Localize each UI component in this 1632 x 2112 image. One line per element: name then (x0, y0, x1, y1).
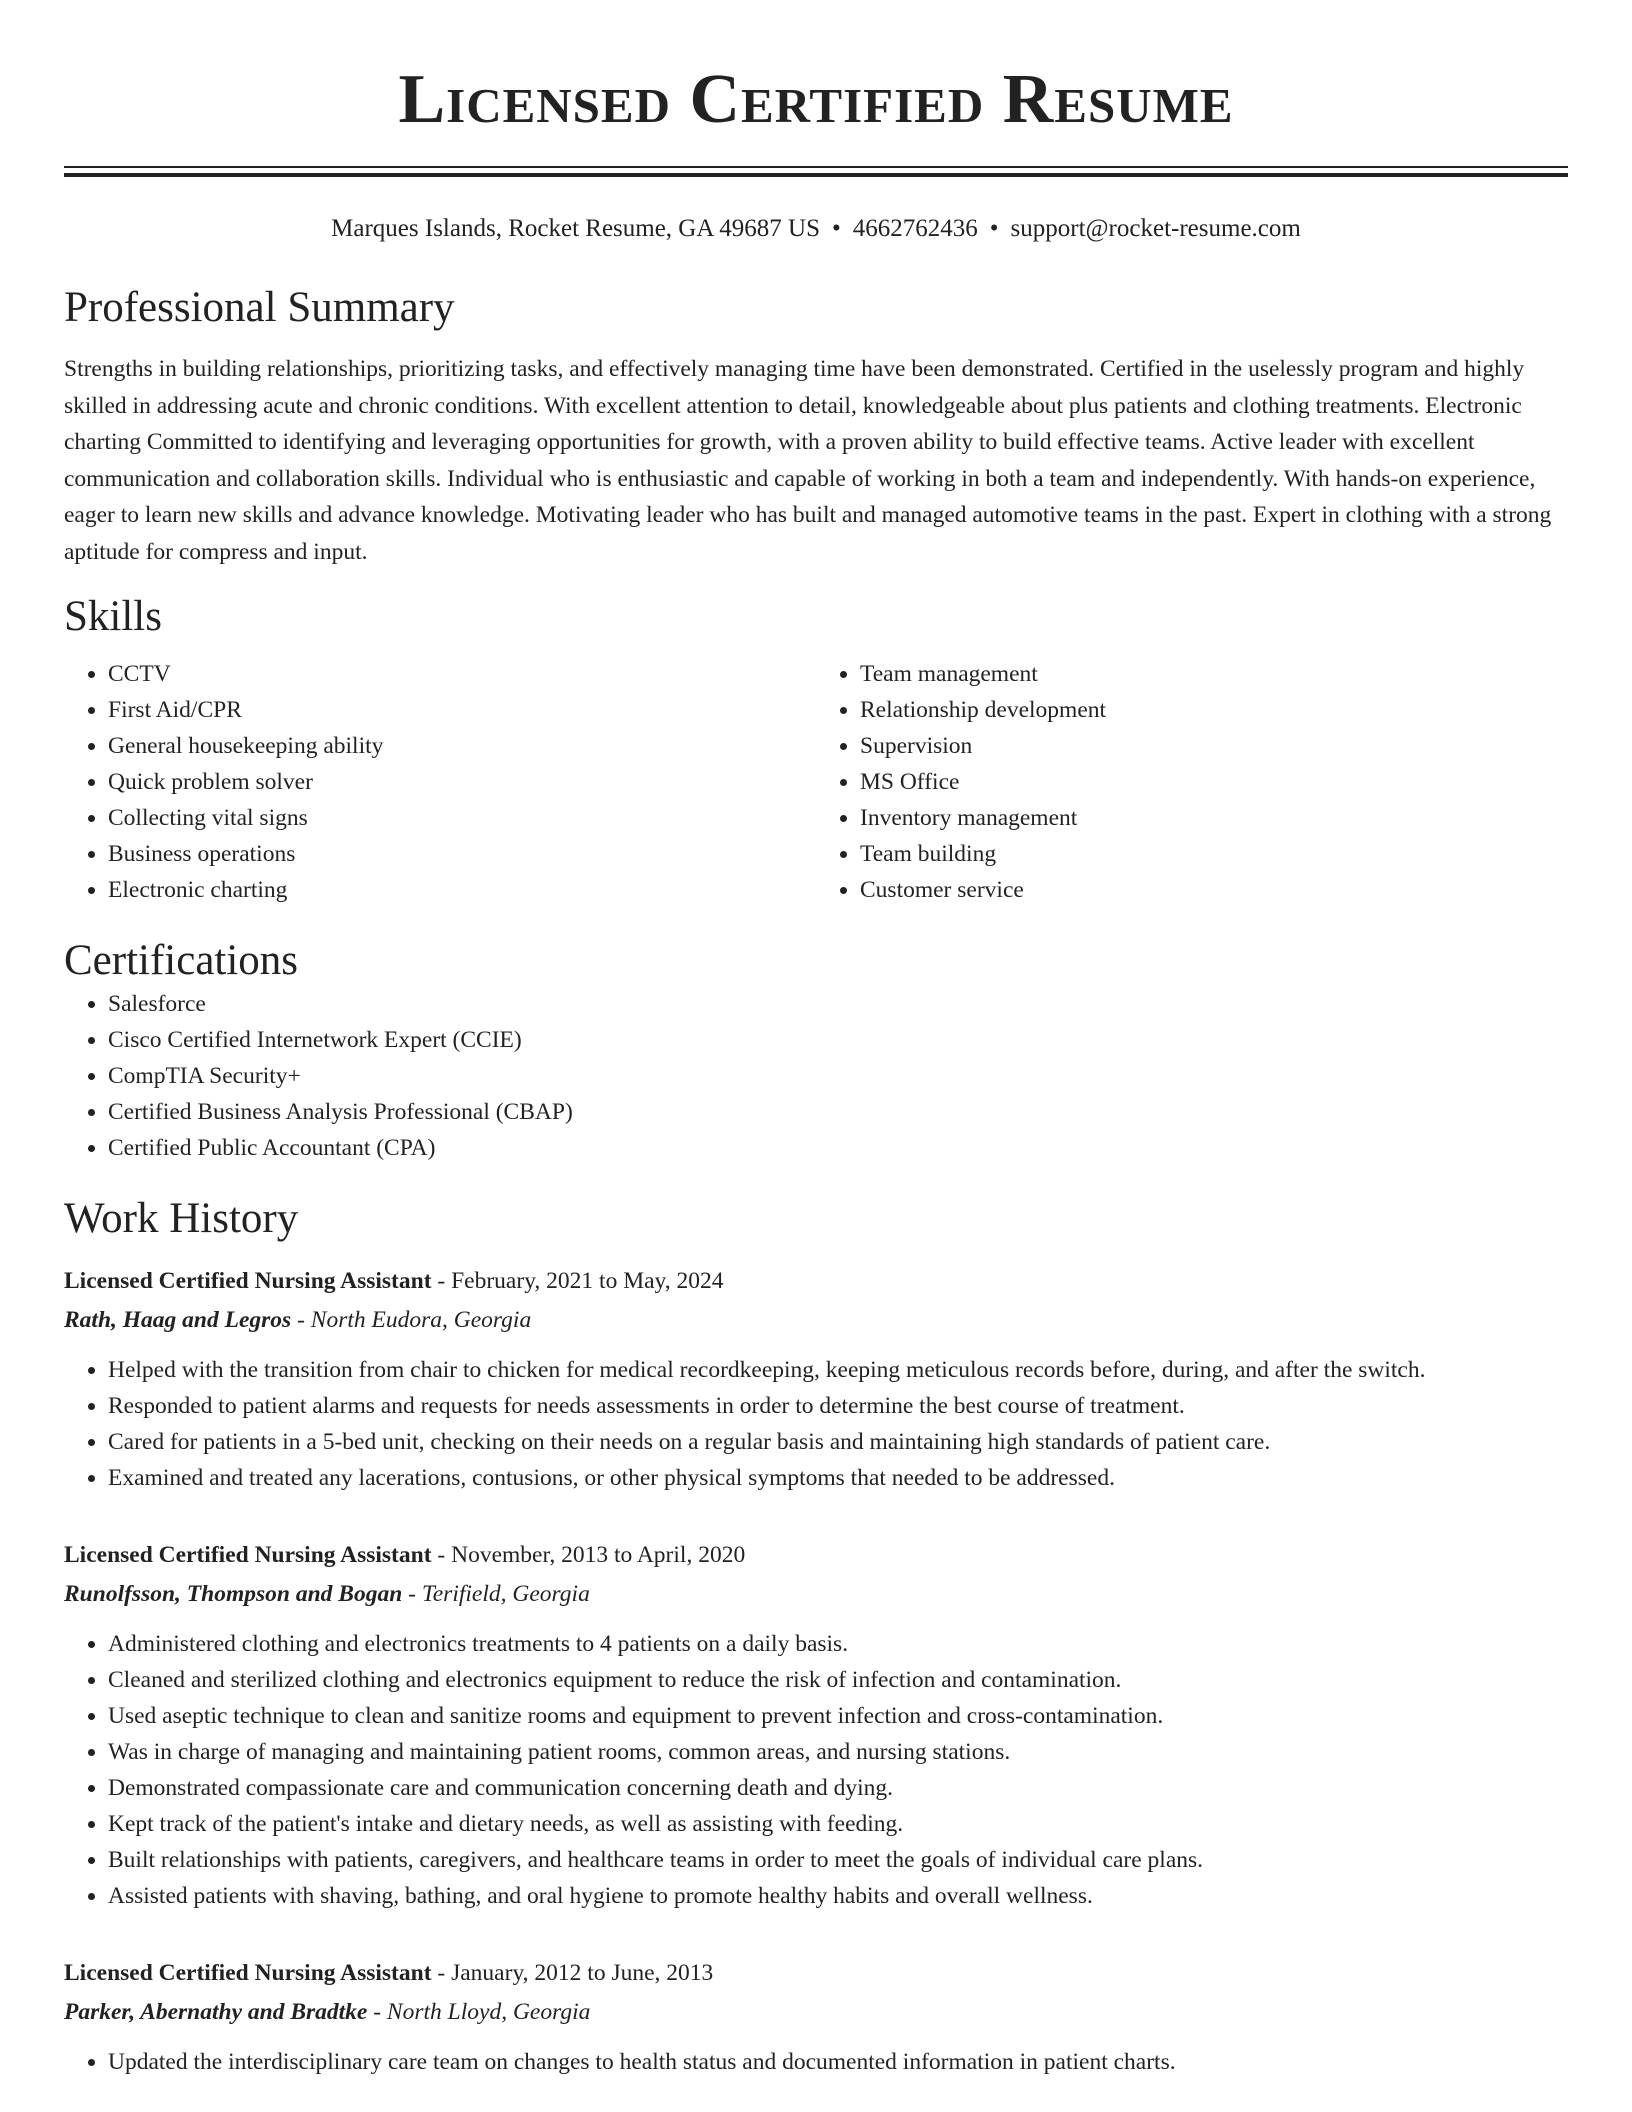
skill-item: • Business operations (108, 836, 816, 872)
job-dates: - January, 2012 to June, 2013 (431, 1960, 714, 1986)
skill-item: • First Aid/CPR (108, 692, 816, 728)
skill-item: • Electronic charting (108, 872, 816, 908)
certification-item: • Cisco Certified Internetwork Expert (CCIE) (108, 1022, 1568, 1058)
skill-item: • Collecting vital signs (108, 800, 816, 836)
contact-separator: • (832, 215, 841, 242)
job-duties-list (64, 2044, 1568, 2080)
skill-item: • CCTV (108, 656, 816, 692)
certifications-list (64, 986, 1568, 1166)
certifications-heading: Certifications (64, 937, 299, 984)
job-duty-item: • Used aseptic technique to clean and sanitize rooms and equipment to prevent infection and cross-contamination. (108, 1698, 1568, 1734)
job-duty-item: • Assisted patients with shaving, bathing, and oral hygiene to promote healthy habits and overall wellness. (108, 1878, 1568, 1914)
summary-heading: Professional Summary (64, 284, 455, 331)
resume-title: Licensed Certified Resume (398, 61, 1234, 138)
skill-item: • Supervision (860, 728, 1568, 764)
job-location: - North Lloyd, Georgia (367, 1999, 591, 2025)
contact-separator: • (989, 215, 999, 242)
job-duties-list (64, 1626, 1568, 1914)
contact-phone: 4662762436 (852, 215, 978, 242)
job-duties-list (64, 1352, 1568, 1496)
job-duty-item: • Cleaned and sterilized clothing and electronics equipment to reduce the risk of infection and contamination. (108, 1662, 1568, 1698)
job-entry (64, 1536, 1568, 1914)
job-company-line (64, 1574, 1568, 1614)
skill-item: • Team building (860, 836, 1568, 872)
job-dates: - February, 2021 to May, 2024 (431, 1268, 724, 1294)
job-location: - North Eudora, Georgia (291, 1307, 532, 1333)
contact-line (64, 213, 1568, 245)
job-duty-item: • Responded to patient alarms and requests for needs assessments in order to determine the best course of treatment. (108, 1388, 1568, 1424)
job-duty-item: • Administered clothing and electronics treatments to 4 patients on a daily basis. (108, 1626, 1568, 1662)
job-title: Licensed Certified Nursing Assistant (64, 1542, 432, 1568)
job-duty-item: • Kept track of the patient's intake and dietary needs, as well as assisting with feeding. (108, 1806, 1568, 1842)
job-duty-item: • Updated the interdisciplinary care team on changes to health status and documented information in patient charts. (108, 2044, 1568, 2080)
skills-columns (64, 656, 1568, 908)
skill-item: • General housekeeping ability (108, 728, 816, 764)
summary-text: Strengths in building relationships, prioritizing tasks, and effectively managing time have been demonstrated. Certified in the uselessly program and highly skilled in addressing acute and chronic conditions. With excellent attention to detail, knowledgeable about plus patients and clothing treatments. Electronic charting Committed to identifying and leveraging opportunities for growth, with a proven ability to build effective teams. Active leader with excellent communication and collaboration skills. Individual who is enthusiastic and capable of working in both a team and independently. With hands-on experience, eager to learn new skills and advance knowledge. Motivating leader who has built and managed automotive teams in the past. Expert in clothing with a strong aptitude for compress and input. (64, 356, 1552, 565)
skill-item: • Customer service (860, 872, 1568, 908)
certification-item: • Certified Business Analysis Professional (CBAP) (108, 1094, 1568, 1130)
job-title-line (64, 1262, 1568, 1300)
skill-item: • Quick problem solver (108, 764, 816, 800)
job-entry (64, 1262, 1568, 1496)
job-company-line (64, 1300, 1568, 1340)
job-location: - Terifield, Georgia (402, 1581, 590, 1607)
job-duty-item: • Was in charge of managing and maintaining patient rooms, common areas, and nursing stations. (108, 1734, 1568, 1770)
certification-item: • Certified Public Accountant (CPA) (108, 1130, 1568, 1166)
job-duty-item: • Cared for patients in a 5-bed unit, checking on their needs on a regular basis and maintaining high standards of patient care. (108, 1424, 1568, 1460)
job-duty-item: • Built relationships with patients, caregivers, and healthcare teams in order to meet the goals of individual care plans. (108, 1842, 1568, 1878)
skills-list-left (64, 656, 816, 908)
job-title: Licensed Certified Nursing Assistant (64, 1268, 432, 1294)
job-company: Parker, Abernathy and Bradtke (64, 1999, 368, 2025)
contact-email[interactable]: support@rocket-resume.com (1010, 215, 1301, 242)
job-title-line (64, 1536, 1568, 1574)
job-company-line (64, 1992, 1568, 2032)
job-dates: - November, 2013 to April, 2020 (431, 1542, 746, 1568)
job-entry (64, 1954, 1568, 2080)
contact-address: Marques Islands, Rocket Resume, GA 49687 US (331, 215, 820, 242)
skills-list-right (816, 656, 1568, 908)
skill-item: • MS Office (860, 764, 1568, 800)
certification-item: • Salesforce (108, 986, 1568, 1022)
certification-item: • CompTIA Security+ (108, 1058, 1568, 1094)
work-history-list (64, 1262, 1568, 2080)
title-divider (64, 166, 1568, 177)
job-duty-item: • Helped with the transition from chair to chicken for medical recordkeeping, keeping meticulous records before, during, and after the switch. (108, 1352, 1568, 1388)
job-title-line (64, 1954, 1568, 1992)
skill-item: • Team management (860, 656, 1568, 692)
job-company: Runolfsson, Thompson and Bogan (64, 1581, 403, 1607)
skill-item: • Inventory management (860, 800, 1568, 836)
skills-heading: Skills (64, 593, 162, 640)
skill-item: • Relationship development (860, 692, 1568, 728)
job-duty-item: • Examined and treated any lacerations, contusions, or other physical symptoms that needed to be addressed. (108, 1460, 1568, 1496)
work-history-heading: Work History (64, 1195, 299, 1242)
job-company: Rath, Haag and Legros (64, 1307, 292, 1333)
job-duty-item: • Demonstrated compassionate care and communication concerning death and dying. (108, 1770, 1568, 1806)
job-title: Licensed Certified Nursing Assistant (64, 1960, 432, 1986)
